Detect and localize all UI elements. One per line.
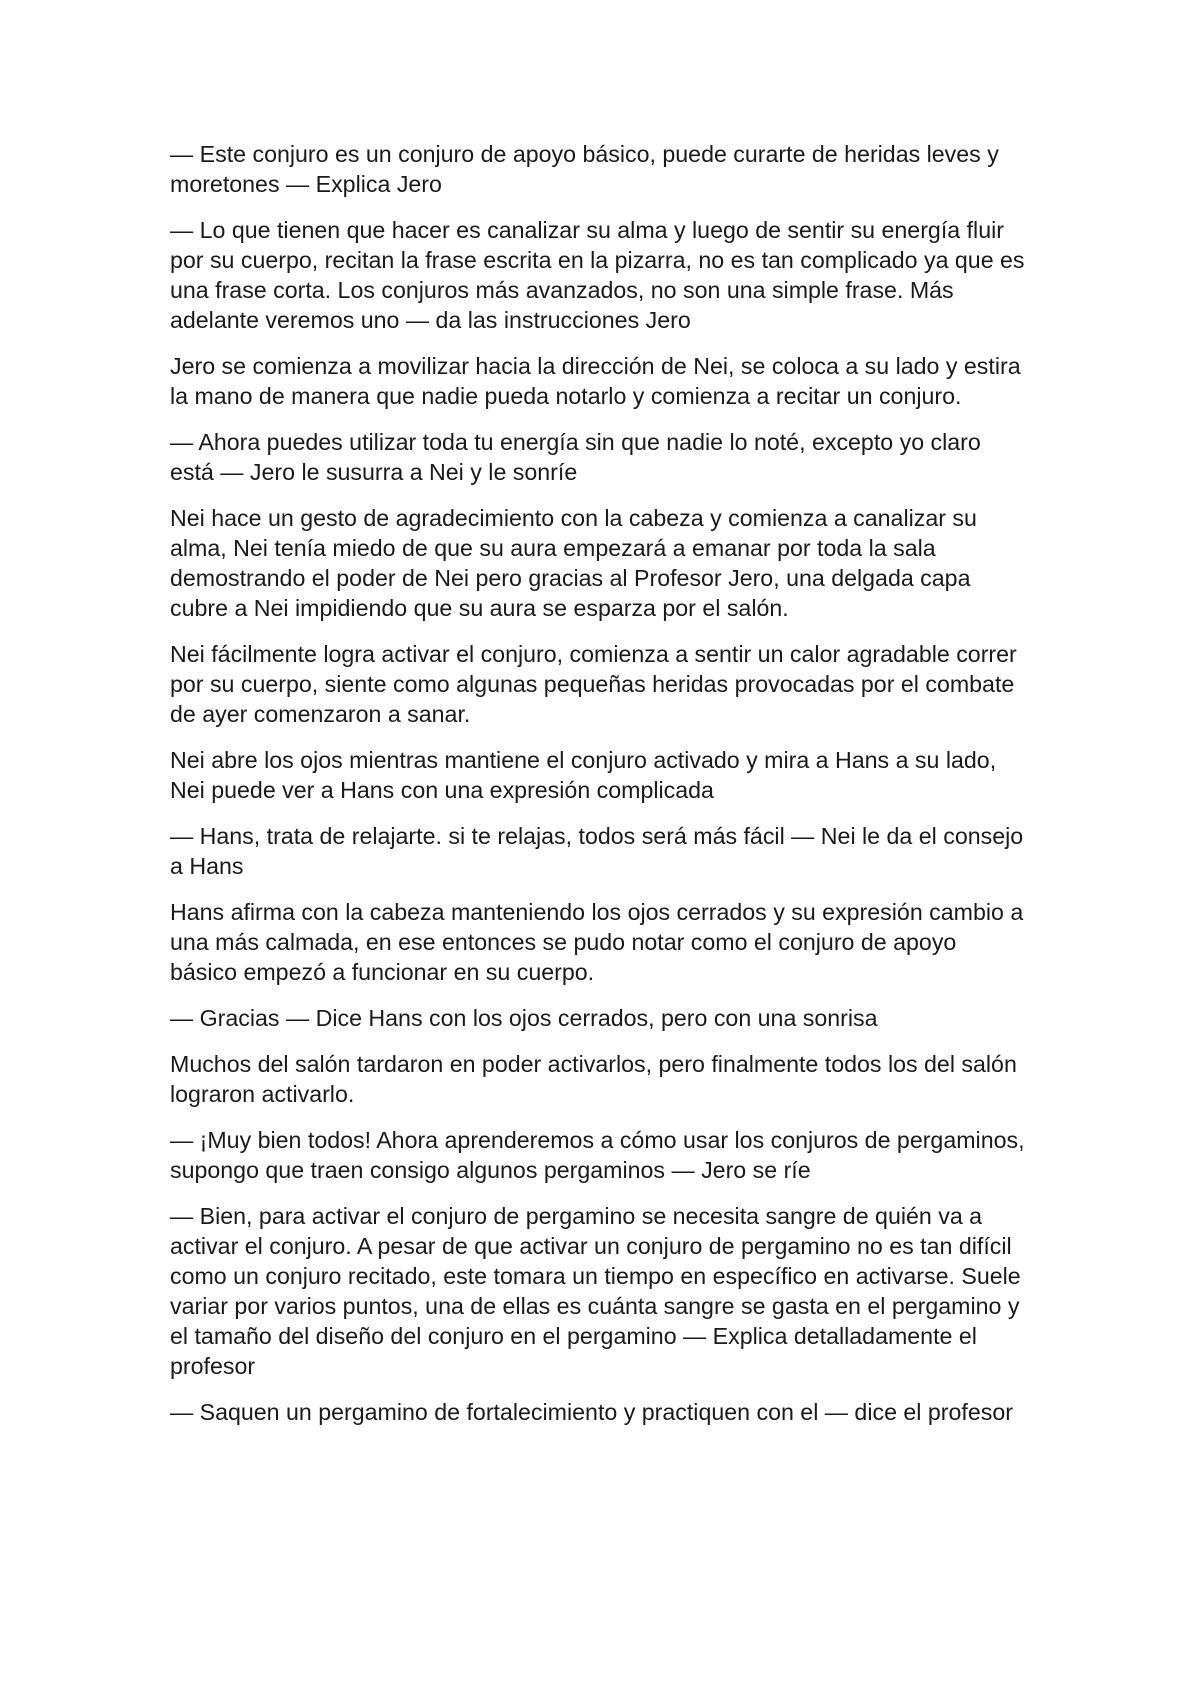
document-body [170, 139, 1025, 1443]
paragraph: — Ahora puedes utilizar toda tu energía sin que nadie lo noté, excepto yo claro está — Jero le susurra a Nei y le sonríe [170, 429, 981, 485]
paragraph: Nei fácilmente logra activar el conjuro, comienza a sentir un calor agradable correr por su cuerpo, siente como algunas pequeñas heridas provocadas por el combate de ayer comenzaron a sanar. [170, 641, 1017, 727]
paragraph: Jero se comienza a movilizar hacia la dirección de Nei, se coloca a su lado y estira la mano de manera que nadie pueda notarlo y comienza a recitar un conjuro. [170, 353, 1021, 409]
paragraph: — Lo que tienen que hacer es canalizar su alma y luego de sentir su energía fluir por su cuerpo, recitan la frase escrita en la pizarra, no es tan complicado ya que es una frase corta. Los conjuros más avanzados, no son una simple frase. Más adelante veremos uno — da las instrucciones Jero [170, 217, 1025, 333]
paragraph: — Este conjuro es un conjuro de apoyo básico, puede curarte de heridas leves y moretones — Explica Jero [170, 141, 999, 197]
paragraph: Nei abre los ojos mientras mantiene el conjuro activado y mira a Hans a su lado, Nei puede ver a Hans con una expresión complicada [170, 747, 997, 803]
paragraph: — Bien, para activar el conjuro de pergamino se necesita sangre de quién va a activar el conjuro. A pesar de que activar un conjuro de pergamino no es tan difícil como un conjuro recitado, este tomara un tiempo en específico en activarse. Suele variar por varios puntos, una de ellas es cuánta sangre se gasta en el pergamino y el tamaño del diseño del conjuro en el pergamino — Explica detalladamente el profesor [170, 1203, 1021, 1379]
paragraph: Hans afirma con la cabeza manteniendo los ojos cerrados y su expresión cambio a una más calmada, en ese entonces se pudo notar como el conjuro de apoyo básico empezó a funcionar en su cuerpo. [170, 899, 1024, 985]
paragraph: — Gracias — Dice Hans con los ojos cerrados, pero con una sonrisa [170, 1005, 878, 1031]
paragraph: Muchos del salón tardaron en poder activarlos, pero finalmente todos los del salón lograron activarlo. [170, 1051, 1017, 1107]
paragraph: Nei hace un gesto de agradecimiento con la cabeza y comienza a canalizar su alma, Nei tenía miedo de que su aura empezará a emanar por toda la sala demostrando el poder de Nei pero gracias al Profesor Jero, una delgada capa cubre a Nei impidiendo que su aura se esparza por el salón. [170, 505, 977, 621]
paragraph: — Hans, trata de relajarte. si te relajas, todos será más fácil — Nei le da el consejo a Hans [170, 823, 1024, 879]
paragraph: — ¡Muy bien todos! Ahora aprenderemos a cómo usar los conjuros de pergaminos, supongo que traen consigo algunos pergaminos — Jero se ríe [170, 1127, 1025, 1183]
paragraph: — Saquen un pergamino de fortalecimiento y practiquen con el — dice el profesor [170, 1399, 1013, 1425]
